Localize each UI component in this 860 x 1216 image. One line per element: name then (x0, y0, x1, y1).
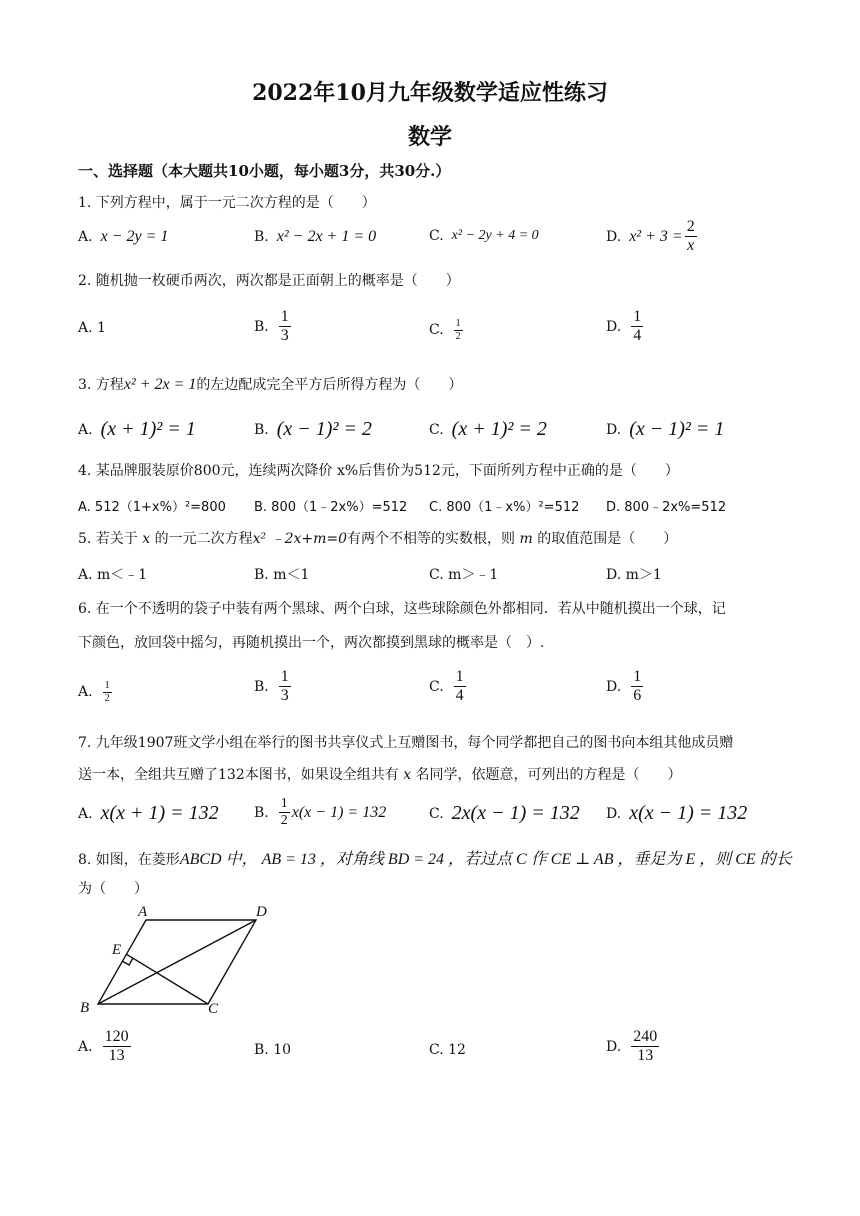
q3-option-a: A. (x + 1)² = 1 (78, 418, 196, 440)
q7-option-a: A. x(x + 1) = 132 (78, 802, 219, 824)
q3-option-b: B. (x − 1)² = 2 (254, 418, 372, 440)
page-title: 2022年10月九年级数学适应性练习 (252, 80, 608, 106)
label-c: C (208, 1001, 219, 1017)
q7-option-d: D. x(x − 1) = 132 (606, 802, 748, 824)
label-e: E (112, 942, 122, 958)
q5-option-a: A. m＜﹣1 (78, 567, 148, 583)
q3-option-d: D. (x − 1)² = 1 (606, 418, 725, 440)
q7-option-b: B. $\frac{1}{2}$ x(x − 1) = 132 (254, 796, 387, 829)
question-3: 3. 方程x² + 2x = 1的左边配成完全平方后所得方程为（ ） (78, 376, 463, 393)
q4-option-d: D. 800﹣2x%=512 (606, 500, 727, 515)
q5-option-c: C. m＞﹣1 (429, 567, 499, 583)
q6-option-d: D. $\frac{1}{6}$ (606, 668, 642, 705)
fraction: $\frac{2}{x}$ (686, 218, 695, 255)
question-8-cont: 为（ ） (78, 881, 148, 897)
question-6-cont: 下颜色，放回袋中摇匀，再随机摸出一个，两次都摸到黑球的概率是（ ）. (78, 635, 545, 651)
page-subtitle: 数学 (407, 124, 452, 150)
q3-option-c: C. (x + 1)² = 2 (429, 418, 547, 440)
q1-option-a: A. x − 2y = 1 (78, 228, 169, 245)
label-b: B (80, 1000, 90, 1016)
perpendicular-ce (126, 954, 208, 1004)
q2-option-a: A. 1 (78, 320, 106, 336)
question-5: 5. 若关于 x 的一元二次方程x² ﹣2x+m=0有两个不相等的实数根，则 m 的取值范围是（ ） (78, 531, 678, 547)
rhombus-figure (76, 900, 276, 1020)
q8-option-c: C. 12 (429, 1042, 466, 1058)
q5-option-d: D. m＞1 (606, 567, 662, 583)
q5-option-b: B. m＜1 (254, 567, 310, 583)
question-7: 7. 九年级1907班文学小组在举行的图书共享仪式上互赠图书，每个同学都把自己的图书向本组其他成员赠 (78, 735, 734, 751)
label-a: A (138, 904, 148, 920)
q2-option-c: C. $\frac{1}{2}$ (429, 318, 461, 342)
question-1: 1. 下列方程中，属于一元二次方程的是（ ） (78, 195, 376, 211)
q4-option-a: A. 512（1+x%）²=800 (78, 500, 226, 515)
q6-option-c: C. $\frac{1}{4}$ (429, 668, 464, 705)
q6-option-b: B. $\frac{1}{3}$ (254, 668, 289, 705)
question-4: 4. 某品牌服装原价800元，连续两次降价 x%后售价为512元，下面所列方程中正确的是（ ） (78, 463, 679, 479)
q6-option-a: A. $\frac{1}{2}$ (78, 680, 110, 704)
question-2: 2. 随机抛一枚硬币两次，两次都是正面朝上的概率是（ ） (78, 273, 460, 289)
label-d: D (256, 904, 267, 920)
q1-option-d: D. x² + 3 = $\frac{2}{x}$ (606, 218, 695, 255)
q8-option-d: D. $\frac{240}{13}$ (606, 1028, 658, 1065)
q4-option-c: C. 800（1﹣x%）²=512 (429, 500, 580, 515)
q8-option-a: A. $\frac{120}{13}$ (78, 1028, 129, 1065)
question-8: 8. 如图，在菱形ABCD 中， AB = 13 ，对角线 BD = 24 ，若过点 C 作 CE ⊥ AB ，垂足为 E ，则 CE 的长 (78, 851, 792, 868)
q7-option-c: C. 2x(x − 1) = 132 (429, 802, 580, 824)
q2-option-d: D. $\frac{1}{4}$ (606, 308, 642, 345)
section-heading: 一、选择题（本大题共10小题，每小题3分，共30分.） (78, 162, 451, 180)
q8-option-b: B. 10 (254, 1042, 292, 1058)
q1-option-c: C. x² − 2y + 4 = 0 (429, 228, 539, 244)
q4-option-b: B. 800（1﹣2x%）=512 (254, 500, 408, 515)
question-7-cont: 送一本，全组共互赠了132本图书，如果设全组共有 x 名同学，依题意，可列出的方程是（ ） (78, 767, 682, 783)
q2-option-b: B. $\frac{1}{3}$ (254, 308, 289, 345)
q1-option-b: B. x² − 2x + 1 = 0 (254, 228, 377, 245)
question-6: 6. 在一个不透明的袋子中装有两个黑球、两个白球，这些球除颜色外都相同．若从中随机摸出一个球，记 (78, 601, 726, 617)
